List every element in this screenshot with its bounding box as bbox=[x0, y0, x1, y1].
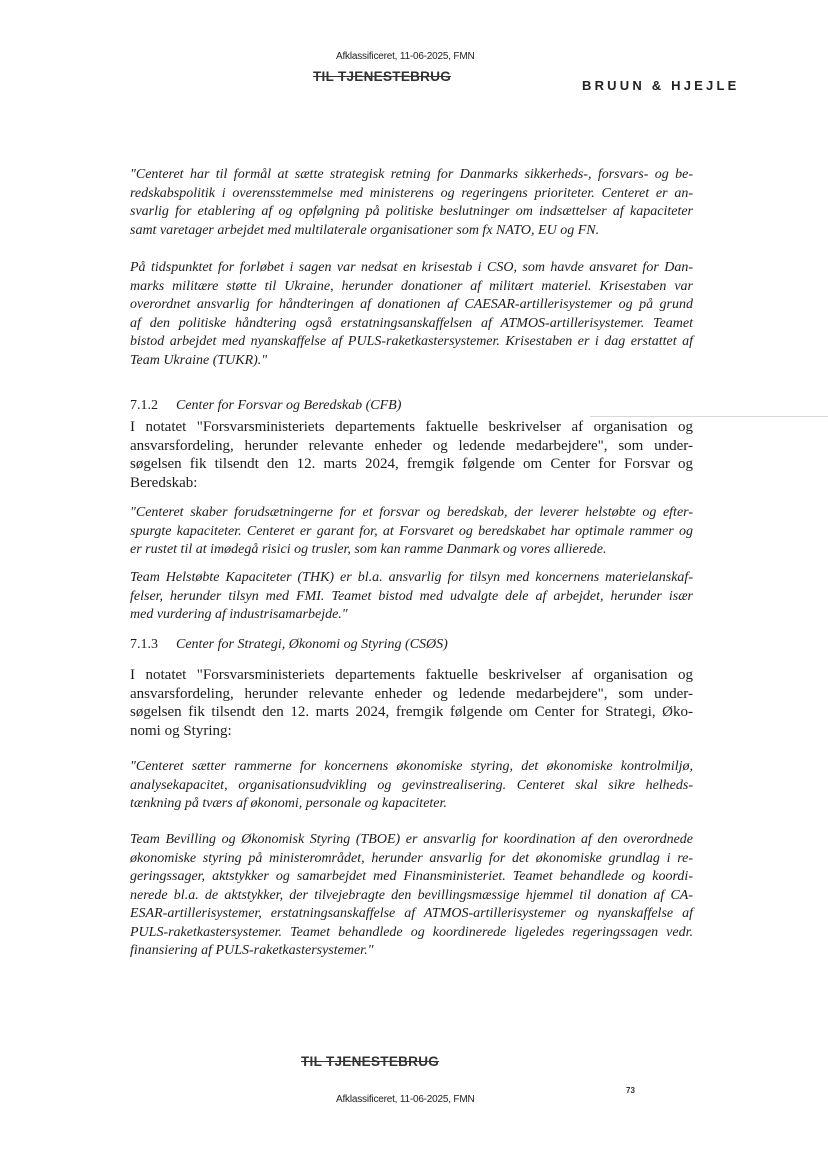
text-line: PULS-raketkastersystemer. Teamet behandlede og koordinerede ligeledes regeringssagen vedr. bbox=[130, 924, 693, 940]
quoted-paragraph bbox=[130, 831, 693, 961]
text-line: Team Helstøbte Kapaciteter (THK) er bl.a. ansvarlig for tilsyn med koncernens materielanskaf- bbox=[130, 570, 693, 585]
text-line: søgelsen fik tilsendt den 12. marts 2024, fremgik følgende om Center for Forsvar og bbox=[130, 456, 693, 473]
section-title: Center for Strategi, Økonomi og Styring (CSØS) bbox=[176, 637, 448, 652]
body-paragraph bbox=[130, 666, 693, 741]
quoted-paragraph bbox=[130, 504, 693, 560]
text-line: I notatet "Forsvarsministeriets departements faktuelle beskrivelser af organisation og bbox=[130, 667, 693, 683]
text-line: ESAR-artillerisystemer, erstatningsanskaffelse af ATMOS-artillerisystemer og nyanskaffelse af bbox=[130, 906, 693, 921]
text-line: bistod arbejdet med nyanskaffelse af PULS-raketkastersystemer. Krisestaben er i dag erstattet af bbox=[130, 334, 693, 349]
quoted-paragraph bbox=[130, 166, 693, 240]
classification-footer: TIL TJENESTEBRUG bbox=[301, 1054, 440, 1069]
text-line: Beredskab: bbox=[130, 475, 198, 492]
text-line: er rustet til at imødegå risici og trusler, som kan ramme Danmark og vores allierede. bbox=[130, 542, 607, 557]
text-line: geringssager, aktstykker og samarbejdet med Finansministeriet. Teamet behandlede og koordi- bbox=[130, 869, 693, 884]
text-line: marks militære støtte til Ukraine, herunder donationer af militært materiel. Krisestaben var bbox=[130, 278, 693, 294]
text-line: nomi og Styring: bbox=[130, 723, 232, 740]
classification-header: TIL TJENESTEBRUG bbox=[313, 69, 452, 84]
text-line: redskabspolitik i overensstemmelse med ministerens og regeringens prioriteter. Centeret er an- bbox=[130, 185, 693, 201]
text-line: finansiering af PULS-raketkastersystemer." bbox=[130, 943, 374, 958]
text-line: På tidspunktet for forløbet i sagen var nedsat en krisestab i CSO, som havde ansvaret for Dan- bbox=[130, 260, 693, 275]
firm-logo: BRUUN & HJEJLE bbox=[582, 78, 740, 93]
text-line: samt varetager arbejdet med multilaterale organisationer som fx NATO, EU og FN. bbox=[130, 222, 600, 238]
section-heading-7-1-3 bbox=[130, 637, 448, 653]
quoted-paragraph bbox=[130, 259, 693, 370]
quoted-paragraph bbox=[130, 569, 693, 625]
text-line: overordnet ansvarlig for håndteringen af donationen af CAESAR-artillerisystemer og på grund bbox=[130, 297, 693, 312]
text-line: "Centeret sætter rammerne for koncernens økonomiske styring, det økonomiske kontrolmiljø, bbox=[130, 759, 693, 774]
text-line: analysekapacitet, organisationsudvikling og gevinstrealisering. Centeret skal sikre helheds- bbox=[130, 777, 693, 793]
text-line: spurgte kapaciteter. Centeret er garant for, at Forsvaret og beredskabet har optimale rammer og bbox=[130, 523, 693, 539]
text-line: Team Ukraine (TUKR)." bbox=[130, 352, 268, 368]
declassification-stamp-bottom: Afklassificeret, 11-06-2025, FMN bbox=[336, 1094, 475, 1105]
text-line: tænkning på tværs af økonomi, personale og kapaciteter. bbox=[130, 796, 447, 811]
text-line: Team Bevilling og Økonomisk Styring (TBOE) er ansvarlig for koordination af den overordnede bbox=[130, 832, 693, 847]
scan-artifact-line bbox=[590, 416, 828, 417]
section-title: Center for Forsvar og Beredskab (CFB) bbox=[176, 398, 402, 413]
text-line: "Centeret har til formål at sætte strategisk retning for Danmarks sikkerheds-, forsvars- og be- bbox=[130, 167, 693, 182]
text-line: ansvarsfordeling, herunder relevante enheder og ledende medarbejdere", som under- bbox=[130, 685, 693, 702]
text-line: I notatet "Forsvarsministeriets departements faktuelle beskrivelser af organisation og bbox=[130, 419, 693, 435]
text-line: felser, herunder tilsyn med FMI. Teamet bistod med udvalgte dele af arbejdet, herunder især bbox=[130, 588, 693, 604]
body-paragraph bbox=[130, 418, 693, 493]
section-number: 7.1.2 bbox=[130, 398, 158, 413]
text-line: søgelsen fik tilsendt den 12. marts 2024, fremgik følgende om Center for Strategi, Øko- bbox=[130, 704, 693, 721]
text-line: med vurdering af industrisamarbejde." bbox=[130, 607, 348, 622]
text-line: af den politiske håndtering også erstatningsanskaffelsen af ATMOS-artillerisystemer. Teamet bbox=[130, 315, 693, 331]
text-line: nerede bl.a. de aktstykker, der tilvejebragte den bevillingsmæssige hjemmel til donation af CA- bbox=[130, 887, 693, 903]
section-heading-7-1-2 bbox=[130, 398, 401, 414]
text-line: "Centeret skaber forudsætningerne for et forsvar og beredskab, der leverer helstøbte og efter- bbox=[130, 505, 693, 520]
text-line: svarlig for etablering af og opfølgning på politiske beslutninger om indsættelser af kapaciteter bbox=[130, 204, 693, 219]
quoted-paragraph bbox=[130, 758, 693, 814]
text-line: økonomiske styring på ministerområdet, herunder ansvarlig for det økonomiske grundlag i re- bbox=[130, 850, 693, 866]
section-number: 7.1.3 bbox=[130, 637, 158, 652]
declassification-stamp-top: Afklassificeret, 11-06-2025, FMN bbox=[336, 51, 475, 62]
text-line: ansvarsfordeling, herunder relevante enheder og ledende medarbejdere", som under- bbox=[130, 437, 693, 454]
page-number: 73 bbox=[626, 1086, 635, 1095]
